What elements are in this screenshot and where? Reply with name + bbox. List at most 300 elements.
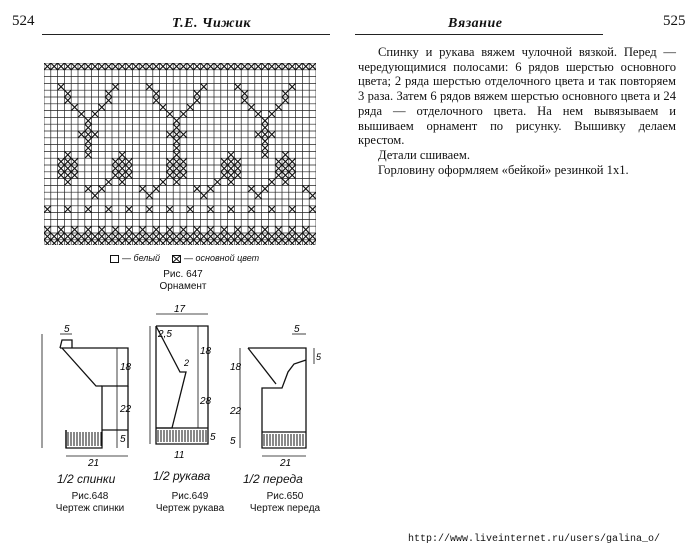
figure-649-caption: [140, 491, 240, 515]
cross-stitch-cell: [309, 206, 316, 213]
figure-647-caption: [143, 269, 223, 293]
cross-stitch-cell: [221, 172, 228, 179]
cross-stitch-cell: [92, 63, 99, 70]
cross-stitch-cell: [214, 233, 221, 240]
cross-stitch-cell: [112, 158, 119, 165]
cross-stitch-cell: [98, 240, 105, 245]
cross-stitch-cell: [241, 97, 248, 104]
cross-stitch-cell: [51, 240, 58, 245]
cross-stitch-cell: [221, 233, 228, 240]
cross-stitch-cell: [268, 111, 275, 118]
dim-top: 2,5: [158, 329, 172, 340]
figure-650-label: 1/2 переда: [243, 472, 303, 486]
cross-stitch-cell: [228, 172, 235, 179]
cross-stitch-cell: [64, 63, 71, 70]
cross-stitch-cell: [44, 226, 51, 233]
cross-stitch-cell: [248, 226, 255, 233]
cross-stitch-cell: [234, 226, 241, 233]
cross-stitch-cell: [228, 240, 235, 245]
cross-stitch-cell: [194, 226, 201, 233]
cross-stitch-cell: [262, 117, 269, 124]
cross-stitch-cell: [139, 63, 146, 70]
cross-stitch-cell: [146, 83, 153, 90]
cross-stitch-cell: [160, 179, 167, 186]
cross-stitch-cell: [194, 240, 201, 245]
cross-stitch-cell: [78, 240, 85, 245]
header-rule-left: [42, 34, 330, 35]
cross-stitch-cell: [112, 172, 119, 179]
cross-stitch-cell: [187, 233, 194, 240]
cross-stitch-cell: [92, 111, 99, 118]
cross-stitch-cell: [200, 83, 207, 90]
dim-width: 21: [88, 458, 100, 469]
cross-stitch-cell: [173, 151, 180, 158]
cross-stitch-cell: [262, 63, 269, 70]
cross-stitch-cell: [180, 240, 187, 245]
cross-stitch-cell: [282, 97, 289, 104]
cross-stitch-cell: [105, 63, 112, 70]
cross-stitch-cell: [160, 63, 167, 70]
cross-stitch-cell: [71, 172, 78, 179]
dim-top: 5: [64, 324, 70, 335]
cross-stitch-cell: [282, 165, 289, 172]
cross-stitch-cell: [194, 185, 201, 192]
cross-stitch-cell: [132, 240, 139, 245]
header-rule-right: [355, 34, 603, 35]
legend-white: [110, 253, 160, 263]
cross-stitch-cell: [132, 63, 139, 70]
cross-stitch-cell: [71, 104, 78, 111]
cross-stitch-cell: [85, 124, 92, 131]
cross-stitch-cell: [98, 185, 105, 192]
cross-stitch-cell: [289, 206, 296, 213]
cross-stitch-cell: [166, 131, 173, 138]
cross-stitch-cell: [262, 131, 269, 138]
cross-stitch-cell: [98, 63, 105, 70]
cross-stitch-cell: [173, 145, 180, 152]
cross-stitch-cell: [85, 240, 92, 245]
cross-stitch-cell: [98, 104, 105, 111]
cross-stitch-cell: [44, 63, 51, 70]
page-number-right: 525: [663, 13, 686, 29]
cross-stitch-cell: [207, 206, 214, 213]
dim-mid-small: 2: [184, 358, 190, 368]
dim-neck: 5: [316, 352, 322, 362]
cross-stitch-cell: [228, 233, 235, 240]
cross-stitch-cell: [248, 240, 255, 245]
cross-stitch-cell: [275, 158, 282, 165]
cross-stitch-cell: [221, 158, 228, 165]
cross-stitch-cell: [228, 63, 235, 70]
cross-stitch-cell: [173, 124, 180, 131]
cross-stitch-cell: [58, 165, 65, 172]
cross-stitch-cell: [92, 131, 99, 138]
rib-hatch: [68, 432, 101, 446]
cross-stitch-cell: [207, 233, 214, 240]
cross-stitch-cell: [64, 165, 71, 172]
cross-stitch-cell: [78, 63, 85, 70]
cross-stitch-cell: [146, 192, 153, 199]
cross-stitch-cell: [234, 63, 241, 70]
dim-bottom: 5: [120, 434, 126, 445]
figure-650-number: Рис.650: [266, 491, 304, 502]
cross-stitch-cell: [166, 206, 173, 213]
cross-stitch-cell: [139, 240, 146, 245]
cross-stitch-cell: [166, 165, 173, 172]
figure-647-title: Орнамент: [159, 281, 207, 292]
cross-stitch-cell: [126, 240, 133, 245]
cross-stitch-cell: [262, 145, 269, 152]
cross-stitch-cell: [275, 63, 282, 70]
cross-stitch-cell: [92, 240, 99, 245]
cross-stitch-cell: [105, 240, 112, 245]
cross-stitch-cell: [275, 226, 282, 233]
cross-stitch-cell: [268, 206, 275, 213]
legend-main: [172, 253, 259, 263]
cross-stitch-cell: [51, 233, 58, 240]
cross-stitch-cell: [139, 185, 146, 192]
cross-stitch-cell: [180, 172, 187, 179]
cross-stitch-cell: [126, 233, 133, 240]
cross-stitch-cell: [207, 240, 214, 245]
cross-stitch-cell: [241, 233, 248, 240]
cross-stitch-cell: [194, 90, 201, 97]
cross-stitch-cell: [309, 192, 316, 199]
cross-stitch-cell: [146, 233, 153, 240]
cross-stitch-cell: [200, 192, 207, 199]
cross-stitch-cell: [234, 240, 241, 245]
cross-stitch-cell: [71, 233, 78, 240]
cross-stitch-cell: [234, 83, 241, 90]
cross-stitch-cell: [268, 233, 275, 240]
cross-stitch-cell: [255, 192, 262, 199]
figure-650-title: Чертеж переда: [249, 503, 321, 514]
paragraph-instructions: Спинку и рукава вяжем чулочной вязкой. Перед — чередующимися полосами: 6 рядов шерстью основного цвета; 2 ряда шерстью отделочного цвета и так повторяем 3 раза. Затем 6 рядов вяжем шерстью основного цвета и 24 ряда — отделочного цвета. На нем вывязываем и вышиваем орнамент по рисунку. Вышивку делаем крестом.: [358, 45, 676, 148]
cross-stitch-cell: [262, 233, 269, 240]
cross-stitch-cell: [228, 179, 235, 186]
cross-stitch-cell: [282, 151, 289, 158]
cross-stitch-cell: [119, 240, 126, 245]
cross-stitch-cell: [173, 63, 180, 70]
cross-stitch-cell: [255, 111, 262, 118]
cross-stitch-cell: [71, 63, 78, 70]
cross-stitch-cell: [64, 172, 71, 179]
cross-stitch-cell: [119, 165, 126, 172]
cross-stitch-cell: [44, 233, 51, 240]
cross-stitch-cell: [58, 226, 65, 233]
cross-stitch-cell: [112, 240, 119, 245]
cross-stitch-cell: [78, 131, 85, 138]
cross-stitch-cell: [173, 131, 180, 138]
cross-stitch-cell: [119, 172, 126, 179]
cross-stitch-cell: [302, 233, 309, 240]
cross-stitch-cell: [153, 63, 160, 70]
figure-650-caption: [235, 491, 335, 515]
cross-stitch-cell: [228, 165, 235, 172]
cross-stitch-cell: [289, 165, 296, 172]
source-url: http://www.liveinternet.ru/users/galina_o/: [408, 534, 661, 545]
cross-stitch-cell: [255, 240, 262, 245]
cross-stitch-cell: [85, 117, 92, 124]
cross-stitch-cell: [71, 165, 78, 172]
cross-stitch-cell: [282, 63, 289, 70]
legend-white-label: — белый: [122, 253, 160, 263]
cross-stitch-cell: [166, 111, 173, 118]
cross-stitch-cell: [262, 138, 269, 145]
cross-stitch-cell: [132, 233, 139, 240]
cross-stitch-cell: [275, 240, 282, 245]
cross-stitch-cell: [248, 206, 255, 213]
cross-stitch-cell: [275, 233, 282, 240]
cross-stitch-cell: [119, 158, 126, 165]
cross-stitch-cell: [173, 240, 180, 245]
cross-stitch-cell: [296, 233, 303, 240]
cross-stitch-cell: [78, 111, 85, 118]
cross-stitch-cell: [248, 185, 255, 192]
dim-upper: 18: [230, 362, 242, 373]
cross-stitch-cell: [173, 172, 180, 179]
cross-stitch-cell: [58, 63, 65, 70]
dim-width: 21: [280, 458, 292, 469]
cross-stitch-cell: [289, 240, 296, 245]
cross-stitch-cell: [153, 97, 160, 104]
cross-stitch-cell: [173, 158, 180, 165]
cross-stitch-cell: [262, 226, 269, 233]
cross-stitch-cell: [289, 233, 296, 240]
running-head-author: Т.Е. Чижик: [172, 16, 251, 31]
cross-stitch-cell: [207, 226, 214, 233]
cross-stitch-cell: [92, 233, 99, 240]
cross-stitch-cell: [112, 226, 119, 233]
cross-stitch-cell: [221, 240, 228, 245]
dim-width: 11: [174, 450, 185, 461]
cross-stitch-cell: [112, 165, 119, 172]
cross-stitch-cell: [166, 226, 173, 233]
cross-stitch-cell: [207, 185, 214, 192]
cross-stitch-cell: [194, 97, 201, 104]
cross-stitch-cell: [262, 151, 269, 158]
cross-stitch-cell: [248, 233, 255, 240]
cross-stitch-cell: [112, 83, 119, 90]
cross-stitch-cell: [153, 90, 160, 97]
cross-stitch-cell: [112, 63, 119, 70]
running-head-section: Вязание: [448, 16, 503, 31]
cross-stitch-cell: [64, 240, 71, 245]
cross-stitch-cell: [275, 165, 282, 172]
cross-stitch-cell: [221, 63, 228, 70]
cross-stitch-cell: [296, 63, 303, 70]
rib-hatch: [158, 430, 206, 442]
cross-stitch-cell: [78, 233, 85, 240]
dim-bottom: 5: [210, 432, 216, 443]
cross-stitch-cell: [58, 233, 65, 240]
cross-stitch-cell: [255, 63, 262, 70]
cross-stitch-cell: [289, 226, 296, 233]
cross-stitch-cell: [309, 63, 316, 70]
cross-stitch-cell: [289, 172, 296, 179]
dim-middle: 22: [230, 406, 242, 417]
dim-middle: 28: [200, 396, 212, 407]
ornament-chart: [44, 63, 316, 245]
cross-stitch-cell: [180, 111, 187, 118]
legend-main-label: — основной цвет: [184, 253, 260, 263]
cross-stitch-cell: [180, 158, 187, 165]
figure-650-diagram: [228, 320, 328, 470]
cross-stitch-cell: [85, 63, 92, 70]
cross-stitch-cell: [180, 63, 187, 70]
cross-stitch-cell: [119, 151, 126, 158]
cross-stitch-cell: [160, 104, 167, 111]
cross-stitch-cell: [85, 185, 92, 192]
cross-stitch-cell: [262, 185, 269, 192]
cross-stitch-cell: [200, 233, 207, 240]
rib-hatch: [264, 434, 303, 446]
figure-649-number: Рис.649: [171, 491, 209, 502]
cross-stitch-cell: [44, 240, 51, 245]
dim-upper: 18: [200, 346, 212, 357]
cross-stitch-cell: [166, 158, 173, 165]
page-number-left: 524: [12, 13, 35, 29]
figure-648-number: Рис.648: [71, 491, 109, 502]
cross-stitch-cell: [58, 158, 65, 165]
cross-stitch-cell: [126, 226, 133, 233]
cross-stitch-cell: [85, 131, 92, 138]
cross-stitch-cell: [160, 240, 167, 245]
cross-stitch-cell: [173, 117, 180, 124]
cross-stitch-cell: [282, 90, 289, 97]
cross-stitch-cell: [268, 240, 275, 245]
cross-stitch-cell: [234, 172, 241, 179]
cross-stitch-cell: [262, 124, 269, 131]
cross-stitch-cell: [153, 233, 160, 240]
cross-stitch-cell: [255, 131, 262, 138]
cross-stitch-cell: [146, 206, 153, 213]
figure-649-diagram: [146, 304, 226, 466]
cross-stitch-cell: [85, 151, 92, 158]
cross-stitch-cell: [105, 233, 112, 240]
cross-stitch-cell: [187, 63, 194, 70]
cross-stitch-cell: [180, 165, 187, 172]
figure-649-title: Чертеж рукава: [155, 503, 225, 514]
cross-stitch-cell: [153, 226, 160, 233]
cross-stitch-cell: [119, 179, 126, 186]
figure-647-number: Рис. 647: [163, 269, 203, 280]
cross-stitch-cell: [153, 185, 160, 192]
cross-stitch-cell: [241, 63, 248, 70]
cross-stitch-cell: [282, 240, 289, 245]
cross-stitch-cell: [289, 158, 296, 165]
cross-stitch-cell: [119, 233, 126, 240]
cross-stitch-cell: [146, 240, 153, 245]
cross-stitch-cell: [194, 63, 201, 70]
dim-top: 5: [294, 324, 300, 335]
cross-stitch-cell: [248, 104, 255, 111]
cross-stitch-cell: [64, 151, 71, 158]
cross-stitch-cell: [85, 145, 92, 152]
cross-stitch-cell: [268, 63, 275, 70]
figure-648-diagram: [36, 320, 136, 470]
cross-stitch-cell: [58, 172, 65, 179]
cross-stitch-cell: [64, 179, 71, 186]
cross-stitch-cell: [98, 226, 105, 233]
cross-stitch-cell: [85, 226, 92, 233]
cross-stitch-cell: [187, 240, 194, 245]
cross-stitch-cell: [282, 158, 289, 165]
cross-stitch-cell: [228, 151, 235, 158]
cross-stitch-cell: [289, 83, 296, 90]
cross-stitch-cell: [139, 233, 146, 240]
figure-649-label: 1/2 рукава: [153, 469, 211, 483]
cross-stitch-cell: [160, 233, 167, 240]
cross-stitch-cell: [214, 240, 221, 245]
cross-stitch-cell: [105, 97, 112, 104]
dim-middle: 22: [120, 404, 132, 415]
cross-stitch-cell: [302, 226, 309, 233]
cross-stitch-cell: [282, 172, 289, 179]
cross-stitch-cell: [58, 240, 65, 245]
cross-stitch-cell: [166, 240, 173, 245]
cross-stitch-cell: [228, 206, 235, 213]
paragraph-sewing: Детали сшиваем.: [378, 147, 470, 162]
cross-stitch-cell: [98, 233, 105, 240]
cross-stitch-cell: [268, 179, 275, 186]
cross-stitch-cell: [180, 233, 187, 240]
cross-stitch-cell: [166, 172, 173, 179]
cross-stitch-cell: [64, 90, 71, 97]
cross-stitch-cell: [241, 240, 248, 245]
cross-stitch-cell: [64, 97, 71, 104]
cross-stitch-cell: [126, 206, 133, 213]
cross-stitch-cell: [248, 63, 255, 70]
cross-stitch-cell: [207, 63, 214, 70]
cross-stitch-cell: [214, 179, 221, 186]
cross-stitch-cell: [302, 63, 309, 70]
cross-stitch-cell: [85, 138, 92, 145]
cross-stitch-cell: [200, 63, 207, 70]
cross-stitch-cell: [119, 63, 126, 70]
cross-stitch-cell: [64, 206, 71, 213]
cross-stitch-cell: [105, 90, 112, 97]
cross-stitch-cell: [105, 179, 112, 186]
body-text: [358, 45, 676, 177]
cross-stitch-cell: [255, 233, 262, 240]
dim-upper: 18: [120, 362, 132, 373]
cross-stitch-cell: [105, 206, 112, 213]
cross-stitch-cell: [85, 233, 92, 240]
cross-stitch-cell: [234, 233, 241, 240]
figure-648-title: Чертеж спинки: [55, 503, 125, 514]
cross-stitch-cell: [166, 233, 173, 240]
cross-stitch-cell: [282, 233, 289, 240]
cross-stitch-cell: [126, 172, 133, 179]
cross-stitch-cell: [309, 233, 316, 240]
cross-stitch-cell: [234, 158, 241, 165]
cross-stitch-cell: [302, 240, 309, 245]
cross-stitch-cell: [241, 90, 248, 97]
cross-stitch-cell: [146, 63, 153, 70]
cross-stitch-cell: [173, 179, 180, 186]
dim-bottom: 5: [230, 436, 236, 447]
cross-stitch-cell: [92, 192, 99, 199]
cross-stitch-cell: [214, 63, 221, 70]
cross-stitch-cell: [126, 63, 133, 70]
figure-648-label: 1/2 спинки: [57, 472, 116, 486]
cross-stitch-cell: [126, 165, 133, 172]
cross-stitch-cell: [275, 104, 282, 111]
cross-stitch-cell: [282, 179, 289, 186]
cross-stitch-cell: [180, 131, 187, 138]
cross-stitch-cell: [275, 172, 282, 179]
